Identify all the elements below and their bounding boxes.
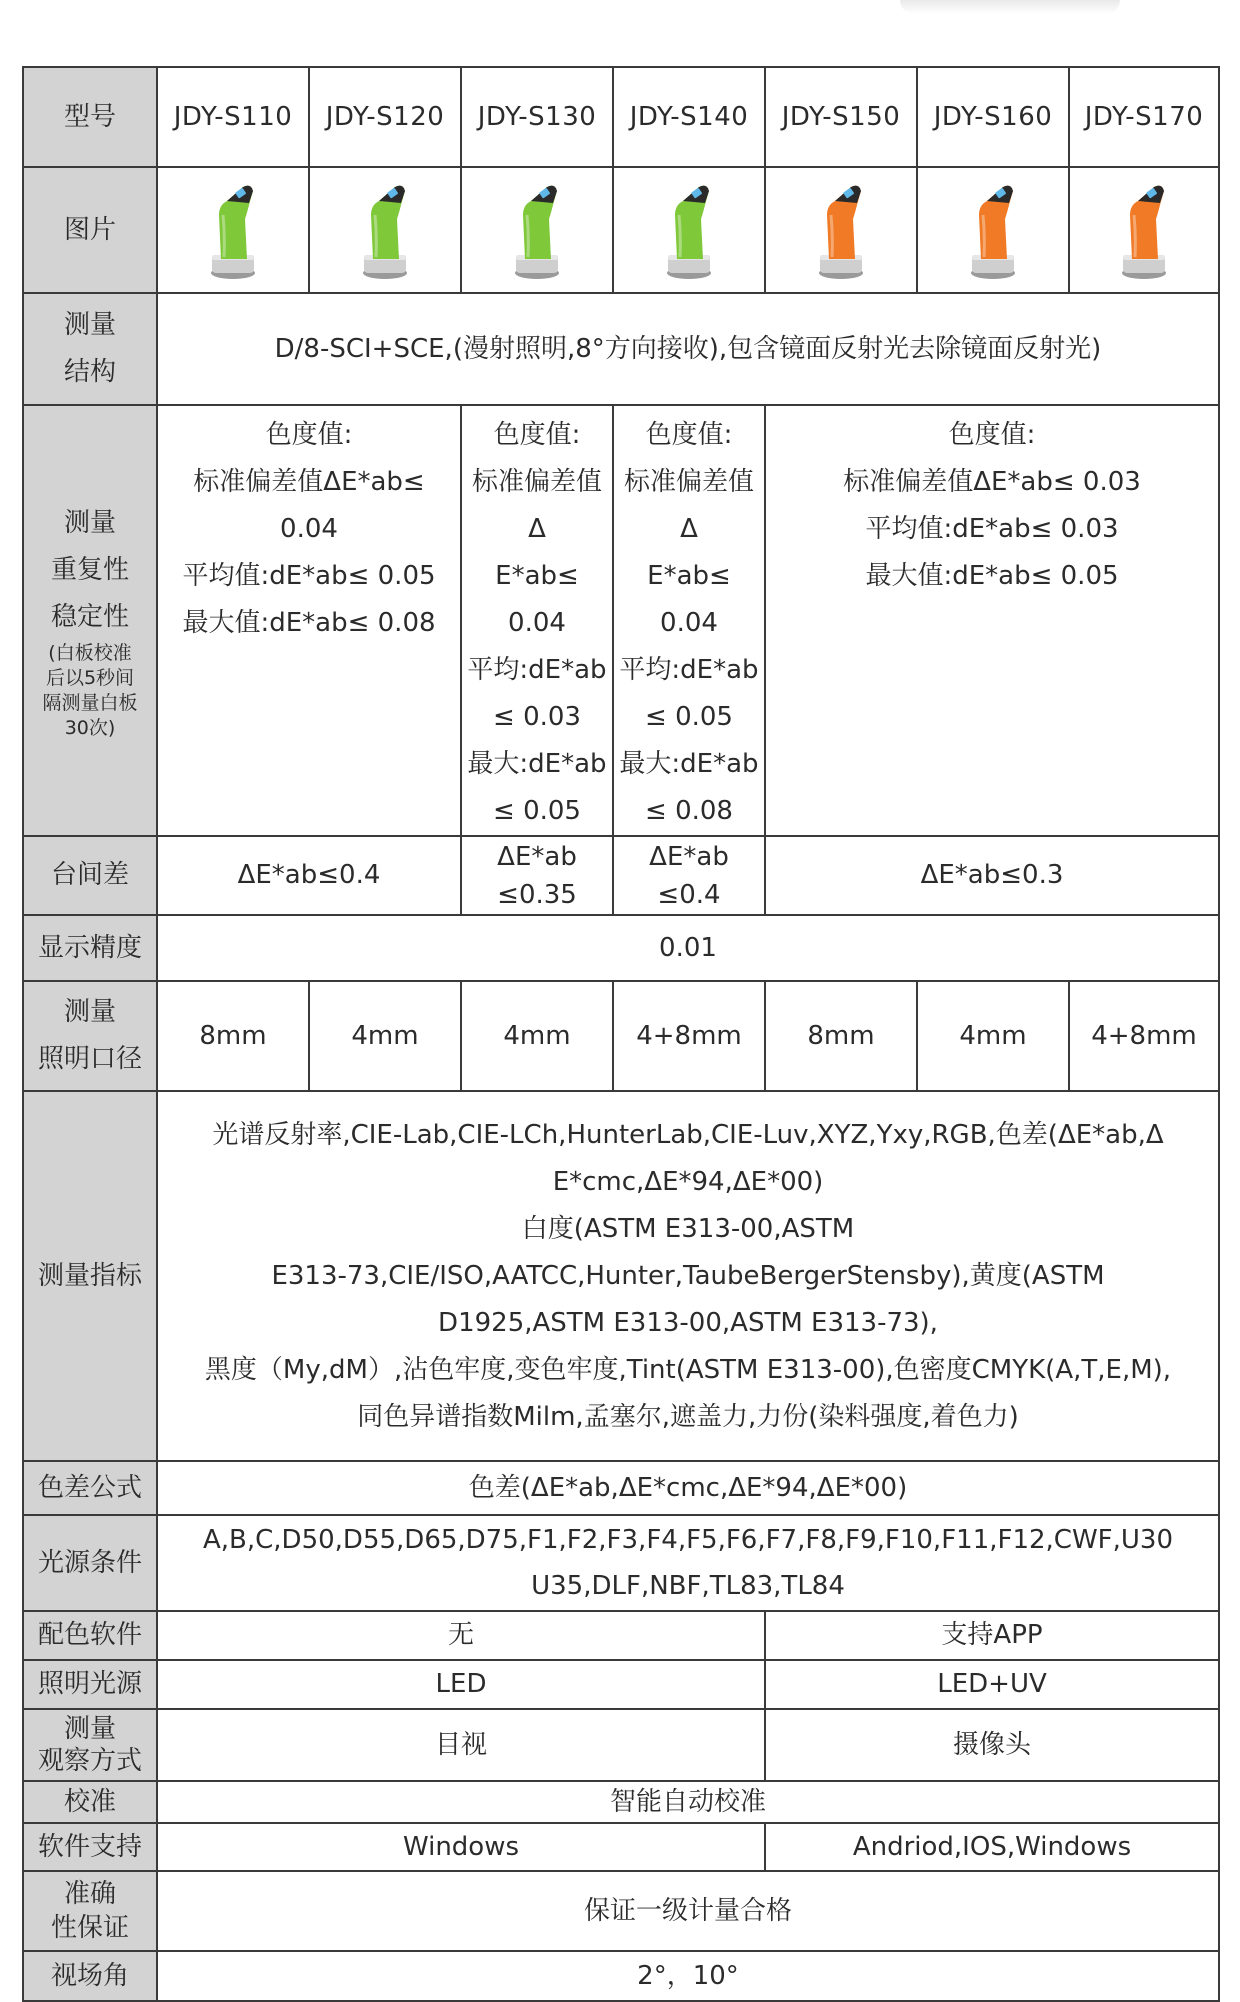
image-cell — [461, 167, 613, 293]
row-repeatability — [23, 405, 1219, 836]
header-formula: 色差公式 — [23, 1461, 157, 1515]
model-cell: JDY-S130 — [461, 67, 613, 167]
inter-instrument-value: ΔE*ab ≤0.4 — [613, 836, 765, 915]
row-accuracy — [23, 1871, 1219, 1951]
calibration-value: 智能自动校准 — [157, 1781, 1219, 1823]
header-viewing-angle: 视场角 — [23, 1951, 157, 2001]
colorimeter-device-image — [355, 175, 415, 285]
header-precision: 显示精度 — [23, 915, 157, 981]
header-color-matching-software: 配色软件 — [23, 1611, 157, 1660]
header-structure: 测量 结构 — [23, 293, 157, 405]
image-cell — [765, 167, 917, 293]
illumination-value: LED+UV — [765, 1660, 1219, 1709]
model-cell: JDY-S160 — [917, 67, 1069, 167]
repeatability-value: 色度值: 标准偏差值ΔE*ab≤ 0.03 平均值:dE*ab≤ 0.03 最大值:dE*ab≤ 0.05 — [765, 405, 1219, 836]
row-color-matching-software — [23, 1611, 1219, 1660]
observation-value: 目视 — [157, 1709, 765, 1781]
software-support-value: Andriod,IOS,Windows — [765, 1823, 1219, 1871]
aperture-value: 4mm — [309, 981, 461, 1091]
top-shadow-decoration — [900, 0, 1120, 14]
header-calibration: 校准 — [23, 1781, 157, 1823]
header-illumination: 照明光源 — [23, 1660, 157, 1709]
row-observation — [23, 1709, 1219, 1781]
aperture-value: 4+8mm — [613, 981, 765, 1091]
repeatability-value: 色度值: 标准偏差值Δ E*ab≤ 0.04 平均:dE*ab ≤ 0.03 最大:dE*ab ≤ 0.05 — [461, 405, 613, 836]
image-cell — [157, 167, 309, 293]
row-light-source — [23, 1515, 1219, 1611]
header-observation: 测量 观察方式 — [23, 1709, 157, 1781]
software-value: 无 — [157, 1611, 765, 1660]
repeatability-header-label: 测量 重复性 稳定性 — [50, 508, 129, 632]
aperture-value: 4mm — [461, 981, 613, 1091]
inter-instrument-value: ΔE*ab≤0.3 — [765, 836, 1219, 915]
colorimeter-device-image — [507, 175, 567, 285]
image-cell — [309, 167, 461, 293]
observation-value: 摄像头 — [765, 1709, 1219, 1781]
row-illumination — [23, 1660, 1219, 1709]
header-software-support: 软件支持 — [23, 1823, 157, 1871]
inter-instrument-value: ΔE*ab ≤0.35 — [461, 836, 613, 915]
repeatability-value: 色度值: 标准偏差值ΔE*ab≤ 0.04 平均值:dE*ab≤ 0.05 最大值:dE*ab≤ 0.08 — [157, 405, 461, 836]
aperture-value: 8mm — [157, 981, 309, 1091]
repeatability-value: 色度值: 标准偏差值Δ E*ab≤ 0.04 平均:dE*ab ≤ 0.05 最大:dE*ab ≤ 0.08 — [613, 405, 765, 836]
row-formula — [23, 1461, 1219, 1515]
software-support-value: Windows — [157, 1823, 765, 1871]
row-aperture — [23, 981, 1219, 1091]
accuracy-value: 保证一级计量合格 — [157, 1871, 1219, 1951]
header-model: 型号 — [23, 67, 157, 167]
repeatability-header-note: (白板校准 后以5秒间 隔测量白板 30次) — [42, 642, 138, 739]
precision-value: 0.01 — [157, 915, 1219, 981]
row-calibration — [23, 1781, 1219, 1823]
row-inter-instrument — [23, 836, 1219, 915]
model-cell: JDY-S140 — [613, 67, 765, 167]
aperture-value: 8mm — [765, 981, 917, 1091]
header-measurement-index: 测量指标 — [23, 1091, 157, 1461]
image-cell — [917, 167, 1069, 293]
model-cell: JDY-S170 — [1069, 67, 1219, 167]
row-precision — [23, 915, 1219, 981]
aperture-value: 4+8mm — [1069, 981, 1219, 1091]
light-source-value: A,B,C,D50,D55,D65,D75,F1,F2,F3,F4,F5,F6,F7,F8,F9,F10,F11,F12,CWF,U30 U35,DLF,NBF,TL83,TL84 — [157, 1515, 1219, 1611]
header-image: 图片 — [23, 167, 157, 293]
viewing-angle-value: 2°，10° — [157, 1951, 1219, 2001]
spec-table — [22, 66, 1220, 2002]
formula-value: 色差(ΔE*ab,ΔE*cmc,ΔE*94,ΔE*00) — [157, 1461, 1219, 1515]
row-structure — [23, 293, 1219, 405]
row-model — [23, 67, 1219, 167]
header-accuracy: 准确 性保证 — [23, 1871, 157, 1951]
software-value: 支持APP — [765, 1611, 1219, 1660]
model-cell: JDY-S110 — [157, 67, 309, 167]
structure-value: D/8-SCI+SCE,(漫射照明,8°方向接收),包含镜面反射光去除镜面反射光) — [157, 293, 1219, 405]
row-viewing-angle — [23, 1951, 1219, 2001]
header-inter-instrument: 台间差 — [23, 836, 157, 915]
row-measurement-index — [23, 1091, 1219, 1461]
aperture-value: 4mm — [917, 981, 1069, 1091]
colorimeter-device-image — [811, 175, 871, 285]
inter-instrument-value: ΔE*ab≤0.4 — [157, 836, 461, 915]
colorimeter-device-image — [1114, 175, 1174, 285]
colorimeter-device-image — [963, 175, 1023, 285]
colorimeter-device-image — [659, 175, 719, 285]
colorimeter-device-image — [203, 175, 263, 285]
image-cell — [613, 167, 765, 293]
row-image — [23, 167, 1219, 293]
header-repeatability — [23, 405, 157, 836]
row-software-support — [23, 1823, 1219, 1871]
illumination-value: LED — [157, 1660, 765, 1709]
header-light-source: 光源条件 — [23, 1515, 157, 1611]
header-aperture: 测量 照明口径 — [23, 981, 157, 1091]
measurement-index-value: 光谱反射率,CIE-Lab,CIE-LCh,HunterLab,CIE-Luv,XYZ,Yxy,RGB,色差(ΔE*ab,Δ E*cmc,ΔE*94,ΔE*00) 白度(ASTM E313-00,ASTM E313-73,CIE/ISO,AATCC,Hunter,TaubeBergerStensby),黄度(ASTM D1925,ASTM E313-00,ASTM E313-73), 黑度（My,dM）,沾色牢度,变色牢度,Tint(ASTM E313-00),色密度CMYK(A,T,E,M), 同色异谱指数Milm,孟塞尔,遮盖力,力份(染料强度,着色力) — [157, 1091, 1219, 1461]
model-cell: JDY-S150 — [765, 67, 917, 167]
model-cell: JDY-S120 — [309, 67, 461, 167]
image-cell — [1069, 167, 1219, 293]
